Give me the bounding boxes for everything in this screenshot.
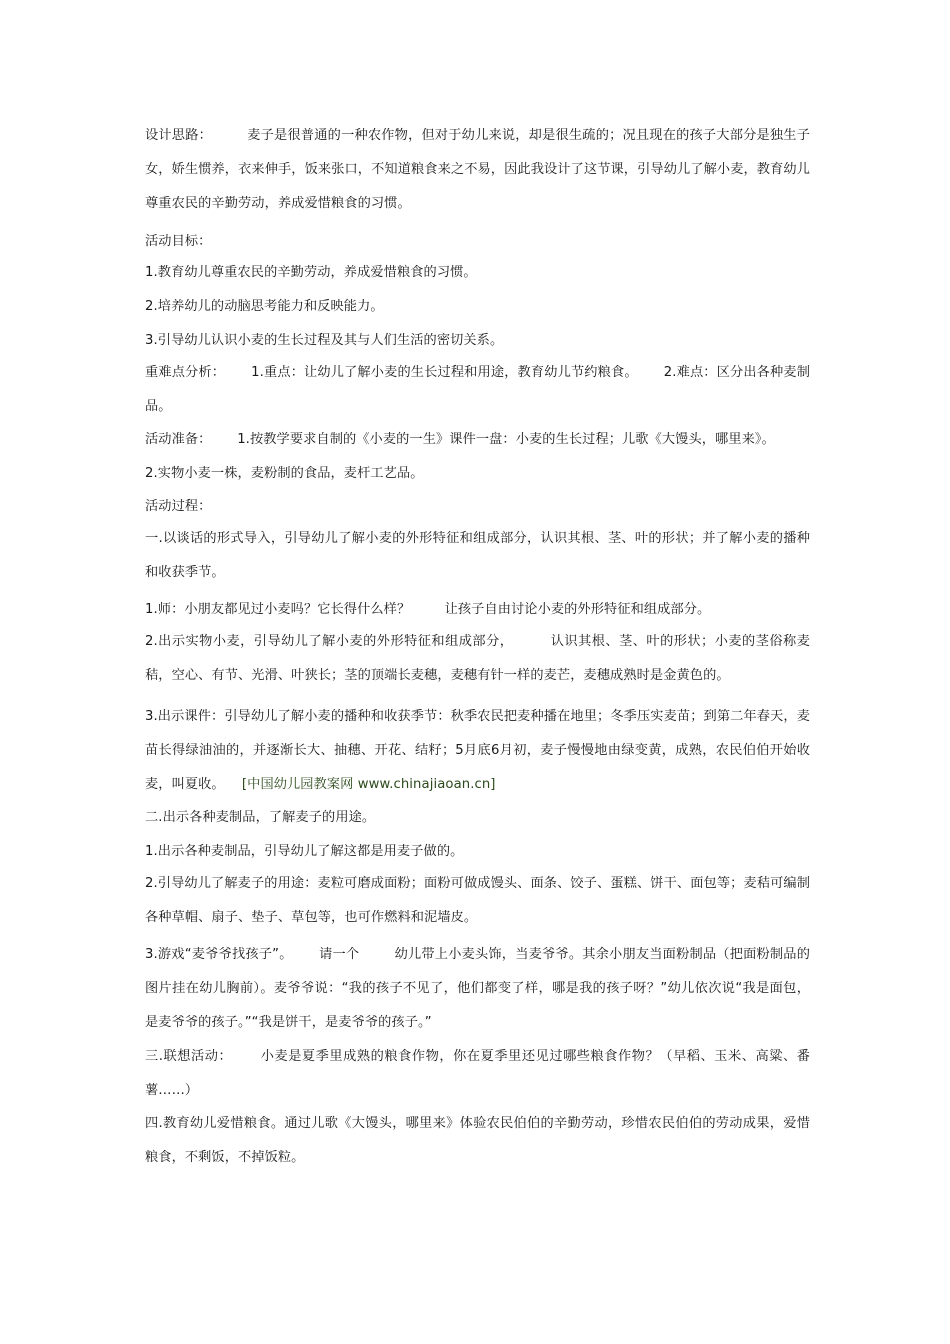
objectives-heading: 活动目标：: [145, 234, 212, 249]
process-step-1-2: 2.出示实物小麦，引导幼儿了解小麦的外形特征和组成部分， 认识其根、茎、叶的形状；小麦的茎俗称麦秸，空心、有节、光滑、叶狭长；茎的顶端长麦穗，麦穗有针一样的麦芒，麦穗成熟时是金黄色的。: [145, 634, 810, 683]
process-section-4: 四.教育幼儿爱惜粮食。通过儿歌《大馒头，哪里来》体验农民伯伯的辛勤劳动，珍惜农民伯伯的劳动成果，爱惜粮食，不剩饭，不掉饭粒。: [145, 1116, 810, 1165]
process-section-1: 一.以谈话的形式导入，引导幼儿了解小麦的外形特征和组成部分，认识其根、茎、叶的形状；并了解小麦的播种和收获季节。: [145, 531, 810, 580]
objective-3: 3.引导幼儿认识小麦的生长过程及其与人们生活的密切关系。: [145, 333, 504, 348]
preparation-paragraph: 活动准备： 1.按教学要求自制的《小麦的一生》课件一盘：小麦的生长过程；儿歌《大馒头，哪里来》。: [145, 432, 775, 447]
process-step-2-1: 1.出示各种麦制品，引导幼儿了解这都是用麦子做的。: [145, 844, 464, 859]
process-step-1-1: 1.师：小朋友都见过小麦吗？它长得什么样？ 让孩子自由讨论小麦的外形特征和组成部分。: [145, 602, 711, 617]
source-link[interactable]: [中国幼儿园教案网 www.chinajiaoan.cn]: [241, 777, 496, 792]
process-step-1-3-text: 3.出示课件：引导幼儿了解小麦的播种和收获季节：秋季农民把麦种播在地里；冬季压实麦苗；到第二年春天，麦苗长得绿油油的，并逐渐长大、抽穗、开花、结籽；5月底6月初，麦子慢慢地由绿变黄，成熟，农民伯伯开始收麦，叫夏收。: [145, 709, 810, 792]
key-points-paragraph: 重难点分析： 1.重点：让幼儿了解小麦的生长过程和用途，教育幼儿节约粮食。 2.难点：区分出各种麦制品。: [145, 365, 810, 414]
objective-2: 2.培养幼儿的动脑思考能力和反映能力。: [145, 299, 384, 314]
process-step-1-3: [145, 700, 810, 802]
process-step-2-3-game: 3.游戏“麦爷爷找孩子”。 请一个 幼儿带上小麦头饰，当麦爷爷。其余小朋友当面粉制品（把面粉制品的图片挂在幼儿胸前）。麦爷爷说：“我的孩子不见了，他们都变了样，哪是我的孩子呀？”幼儿依次说“我是面包，是麦爷爷的孩子。”“我是饼干，是麦爷爷的孩子。”: [145, 947, 810, 1030]
process-step-2-2: 2.引导幼儿了解麦子的用途：麦粒可磨成面粉；面粉可做成馒头、面条、饺子、蛋糕、饼干、面包等；麦秸可编制各种草帽、扇子、垫子、草包等，也可作燃料和泥墙皮。: [145, 876, 810, 925]
process-section-2: 二.出示各种麦制品，了解麦子的用途。: [145, 810, 376, 825]
design-idea-paragraph: 设计思路： 麦子是很普通的一种农作物，但对于幼儿来说，却是很生疏的；况且现在的孩子大部分是独生子女，娇生惯养，衣来伸手，饭来张口，不知道粮食来之不易，因此我设计了这节课，引导幼儿了解小麦，教育幼儿尊重农民的辛勤劳动，养成爱惜粮食的习惯。: [145, 128, 810, 211]
process-heading: 活动过程：: [145, 499, 212, 514]
process-section-3: 三.联想活动： 小麦是夏季里成熟的粮食作物，你在夏季里还见过哪些粮食作物？（早稻、玉米、高粱、番薯……）: [145, 1049, 810, 1098]
objective-1: 1.教育幼儿尊重农民的辛勤劳动，养成爱惜粮食的习惯。: [145, 265, 477, 280]
preparation-item-2: 2.实物小麦一株，麦粉制的食品，麦杆工艺品。: [145, 466, 424, 481]
